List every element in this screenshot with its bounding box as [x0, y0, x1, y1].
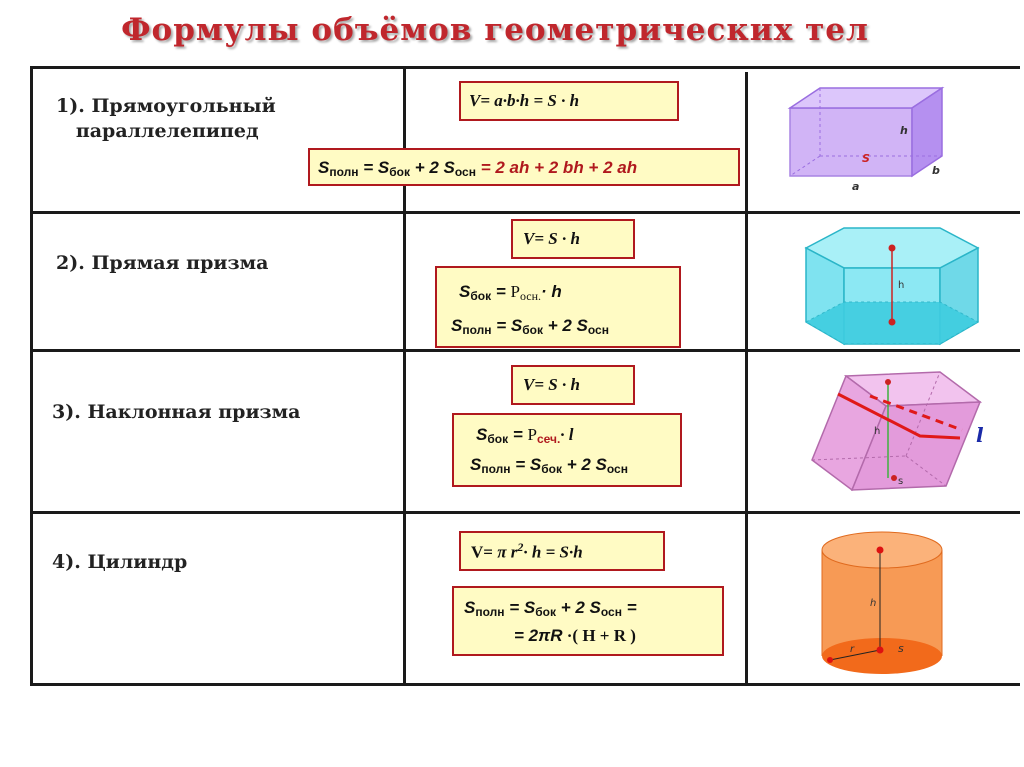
prism-h-label: h [898, 280, 905, 291]
table-divider-row1 [30, 211, 1020, 214]
oblique-prism-l-label: l [976, 423, 984, 447]
row3-lateral-formula: $S_{бок} = P_{сеч.}\cdot l$ [476, 425, 574, 446]
row2-volume-formula: V= S · h [523, 229, 580, 248]
row4-total-formula-line2: = 2πR ·( H + R ) [514, 626, 636, 645]
cylinder-r-label: r [850, 644, 855, 655]
table-divider-col2 [745, 72, 748, 686]
row1-label: 1). Прямоугольный параллелепипед [56, 95, 276, 142]
prism-figure [792, 222, 992, 352]
row1-volume-formula: V= a·b·h = S · h [469, 91, 580, 110]
row1-volume-box [459, 81, 679, 121]
row4-label: 4). Цилиндр [52, 551, 188, 573]
row2-label: 2). Прямая призма [56, 252, 269, 274]
parallelepiped-h-label: h [900, 124, 908, 137]
cylinder-h-label: h [870, 598, 877, 609]
table-divider-row3 [30, 511, 1020, 514]
oblique-prism-figure [800, 366, 1000, 506]
oblique-prism-s-label: s [898, 476, 904, 487]
table-border-top [30, 66, 1020, 69]
page-title: Формулы объёмов геометрических тел [121, 12, 869, 48]
parallelepiped-s-label: S [862, 152, 870, 165]
row2-lateral-formula: $S_{бок} = P_{осн.}\cdot h$ [459, 282, 562, 303]
row3-total-formula: $S_{полн} = S_{бок} + 2$ $S_{осн}$ [470, 455, 628, 476]
row4-volume-box [459, 531, 665, 571]
oblique-prism-h-label: h [874, 426, 881, 437]
row4-surface-box [452, 586, 724, 656]
table-border-left [30, 66, 33, 686]
table-border-bottom [30, 683, 1020, 686]
row3-volume-formula: V= S · h [523, 375, 580, 394]
parallelepiped-a-label: a [852, 180, 860, 193]
row4-volume-formula: V= π $r^2\cdot h = S\cdot h$ [471, 540, 583, 562]
parallelepiped-b-label: b [932, 164, 940, 177]
cylinder-figure [812, 522, 952, 682]
row2-surface-box [435, 266, 681, 348]
row1-surface-formula: $S_{полн} = S_{бок} + 2$ $S_{осн} = 2$ ah + 2 bh + 2 ah [318, 158, 638, 179]
row1-surface-box [308, 148, 740, 186]
row3-surface-box [452, 413, 682, 487]
parallelepiped-figure [782, 82, 962, 202]
cylinder-s-label: s [898, 642, 904, 655]
row2-volume-box [511, 219, 635, 259]
row3-volume-box [511, 365, 635, 405]
row2-total-formula: $S_{полн} = S_{бок} + 2$ $S_{осн}$ [451, 316, 609, 337]
row3-label: 3). Наклонная призма [52, 401, 301, 423]
row4-total-formula: $S_{полн} = S_{бок} + 2$ $S_{осн}$ = [464, 598, 637, 619]
